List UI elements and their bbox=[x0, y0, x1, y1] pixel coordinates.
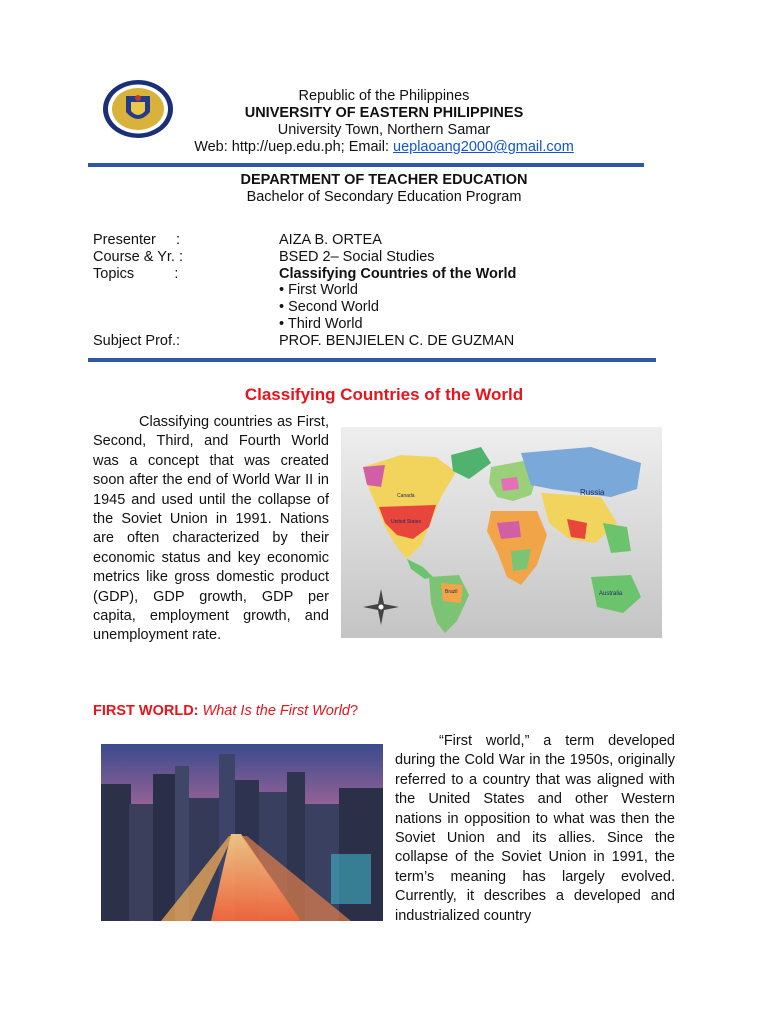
header-line1: Republic of the Philippines bbox=[298, 88, 470, 104]
course-value: BSED 2– Social Studies bbox=[279, 248, 435, 265]
first-world-heading bbox=[93, 703, 358, 719]
department-name: DEPARTMENT OF TEACHER EDUCATION bbox=[240, 172, 528, 188]
info-values bbox=[279, 232, 659, 350]
topic-item: • Third World bbox=[279, 315, 363, 332]
topic-item: • First World bbox=[279, 282, 358, 299]
presenter-value: AIZA B. ORTEA bbox=[279, 232, 382, 248]
course-label: Course & Yr. : bbox=[93, 248, 183, 265]
topics-label: Topics : bbox=[93, 265, 179, 282]
map-label-australia: Australia bbox=[599, 591, 623, 597]
subject-value: PROF. BENJIELEN C. DE GUZMAN bbox=[279, 332, 515, 349]
first-world-paragraph: “First world,” a term developed during the Cold War in the 1950s, originally referred to a country that was aligned with the United States and other Western nations in opposition to what was then the Soviet Union and its allies. Since the collapse of the Soviet Union in 1991, the term’s meaning has largely evolved. Currently, it describes a developed and industrialized country bbox=[395, 733, 675, 924]
university-name: UNIVERSITY OF EASTERN PHILIPPINES bbox=[244, 105, 524, 121]
map-label-brazil: Brazil bbox=[445, 589, 458, 595]
subject-label: Subject Prof.: bbox=[93, 332, 181, 349]
city-night-photo bbox=[101, 744, 383, 921]
first-world-question-mark: ? bbox=[350, 703, 359, 719]
presenter-label: Presenter : bbox=[93, 232, 181, 248]
email-link[interactable]: ueplaoang2000@gmail.com bbox=[393, 139, 574, 155]
map-label-canada: Canada bbox=[397, 493, 415, 499]
intro-paragraph: Classifying countries as First, Second, Third, and Fourth World was a concept that was created soon after the end of World War II in 1945 and used until the collapse of the Soviet Union in 1991. Nations are often characterized by their economic status and key economic metrics like gross domestic product (GDP), GDP growth, GDP per capita, employment growth, and unemployment rate. bbox=[93, 414, 329, 644]
info-labels bbox=[93, 232, 273, 350]
web-prefix: Web: http://uep.edu.ph; Email: bbox=[194, 139, 394, 155]
world-map-image bbox=[341, 427, 662, 638]
topics-value: Classifying Countries of the World bbox=[279, 265, 517, 282]
section-title: Classifying Countries of the World bbox=[244, 385, 524, 404]
map-label-united-states: United States bbox=[391, 519, 422, 525]
topic-item: • Second World bbox=[279, 299, 379, 316]
first-world-label: FIRST WORLD: bbox=[93, 703, 199, 719]
header-rule bbox=[88, 163, 644, 167]
info-rule bbox=[88, 358, 656, 362]
university-address: University Town, Northern Samar bbox=[277, 122, 491, 138]
program-name: Bachelor of Secondary Education Program bbox=[246, 189, 522, 205]
web-line bbox=[120, 139, 648, 156]
first-world-question: What Is the First World bbox=[202, 703, 350, 719]
map-label-russia: Russia bbox=[580, 488, 605, 497]
